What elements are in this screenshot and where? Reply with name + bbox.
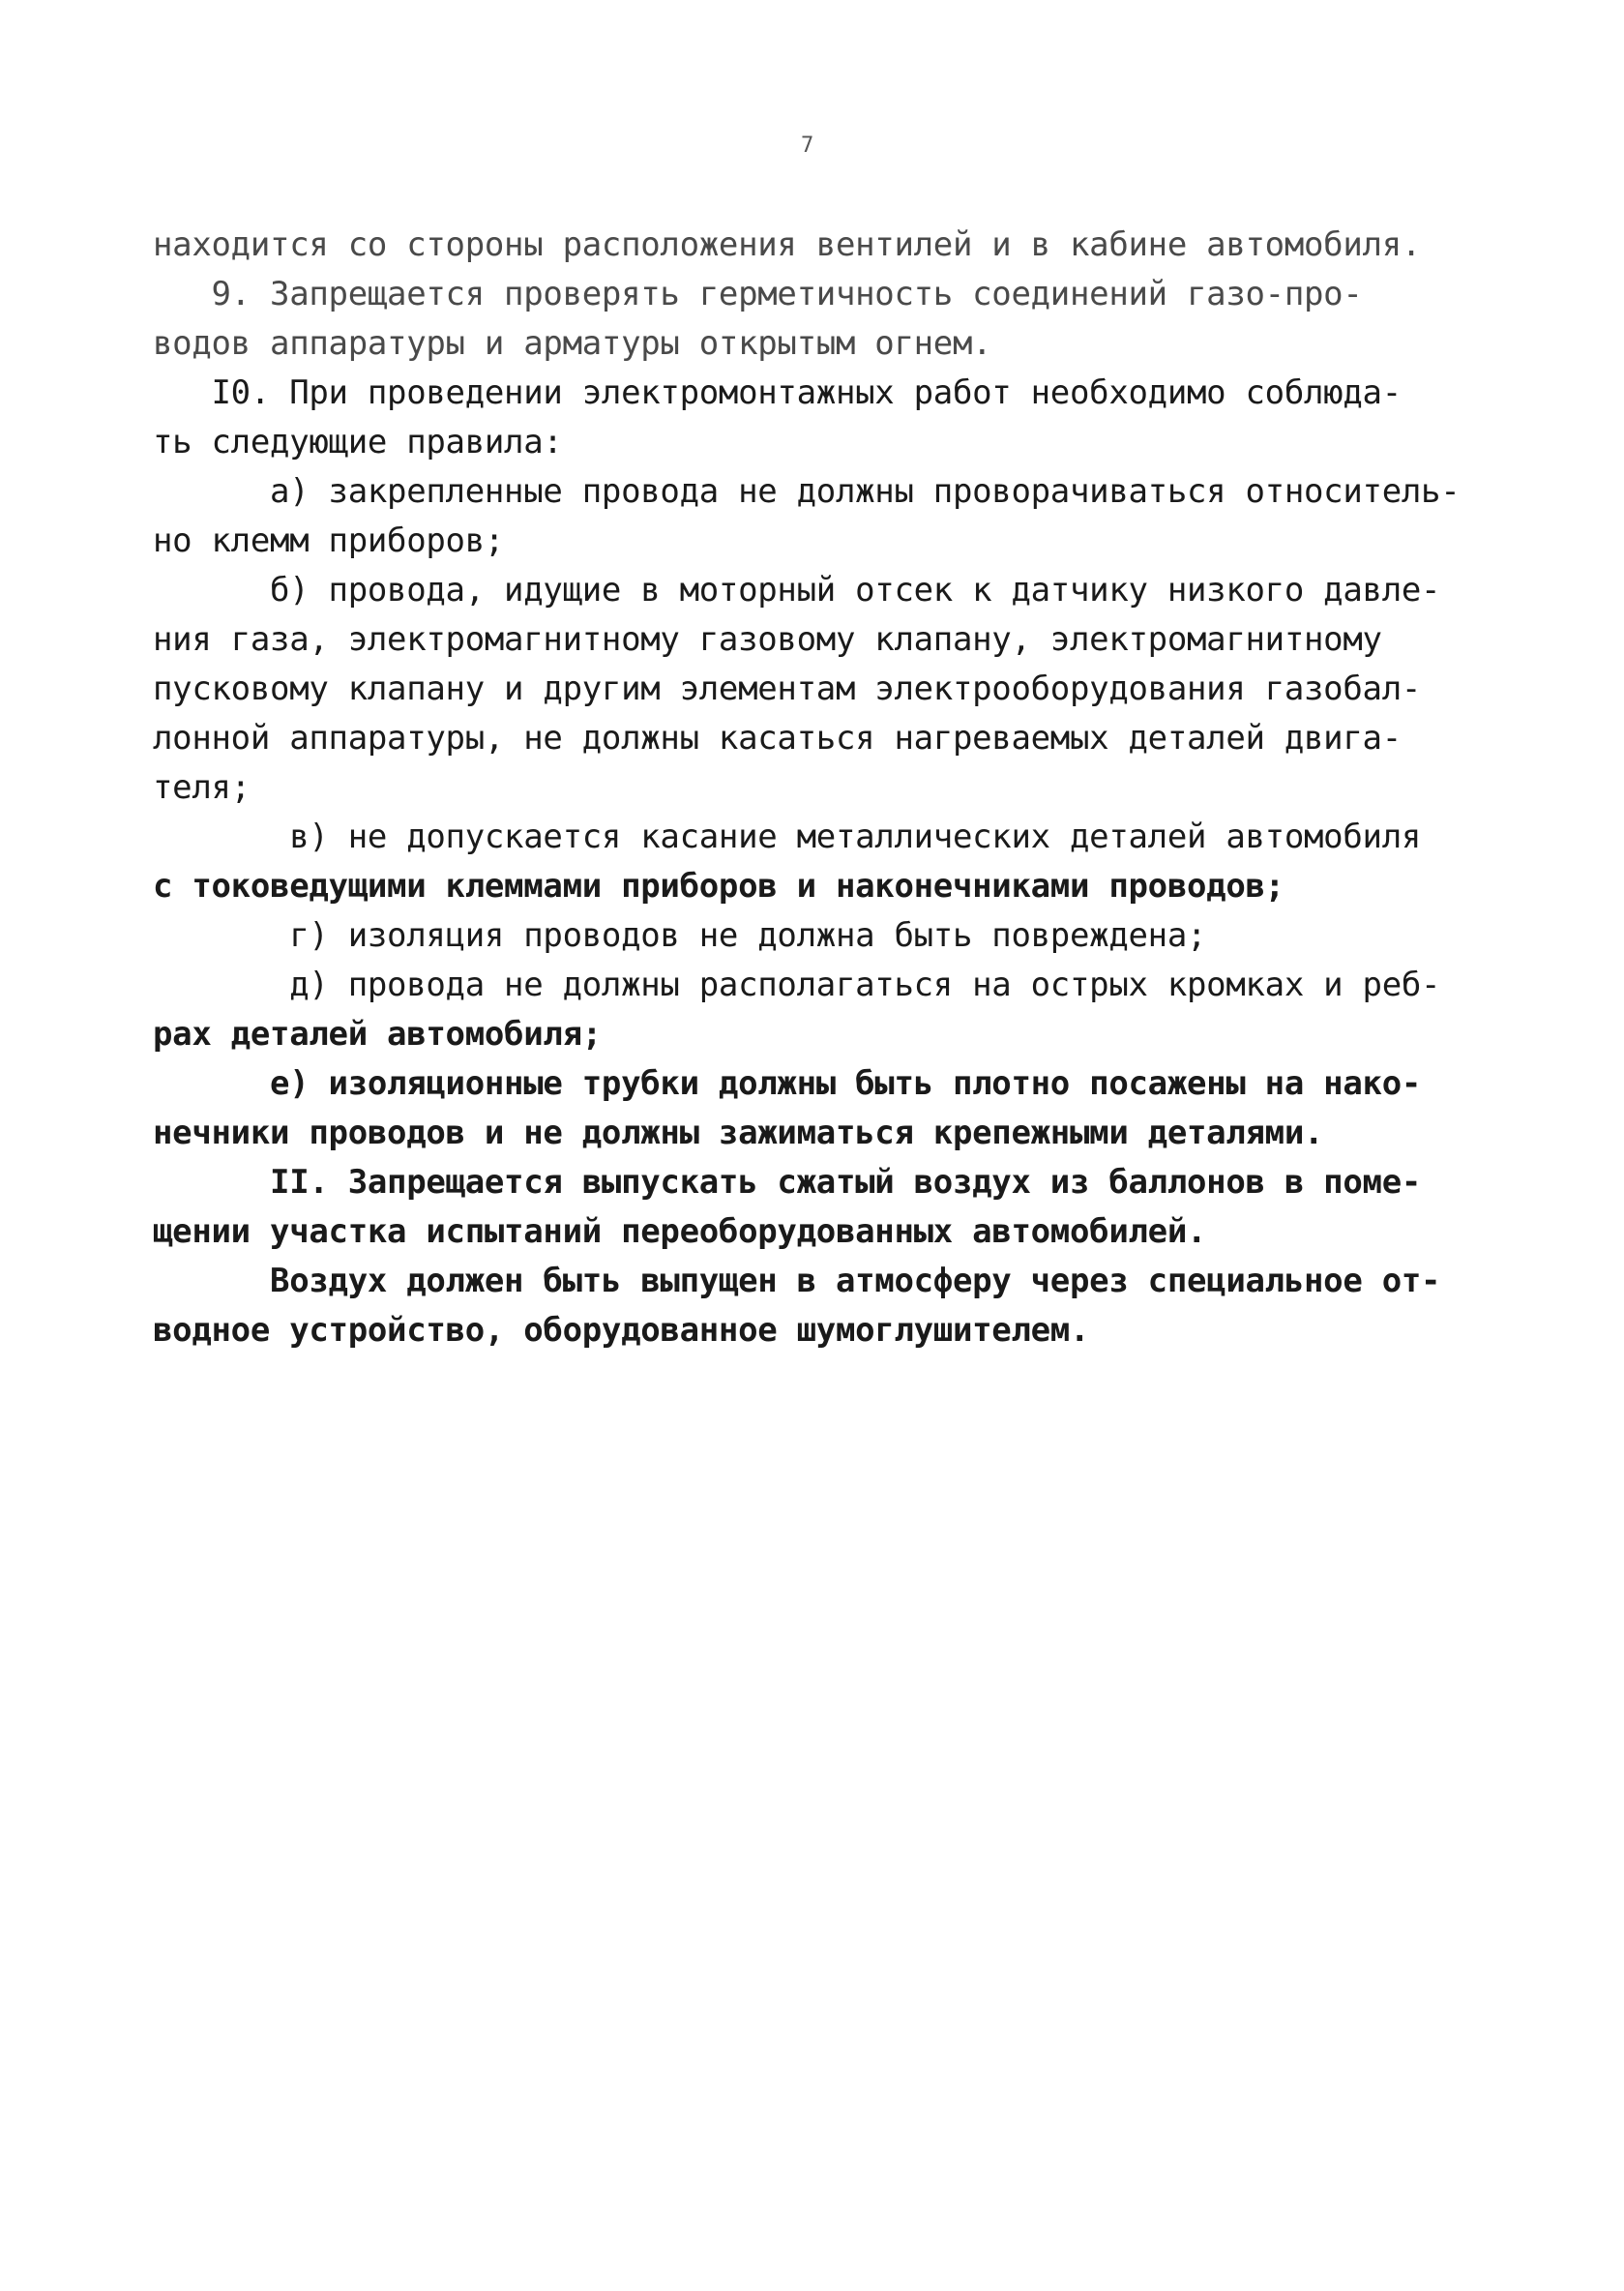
text-line: г) изоляция проводов не должна быть повреждена; bbox=[153, 916, 1207, 955]
text-line: находится со стороны расположения вентилей и в кабине автомобиля. bbox=[153, 225, 1422, 264]
text-line: а) закрепленные провода не должны проворачиваться относитель- bbox=[153, 472, 1461, 511]
text-line: пусковому клапану и другим элементам электрооборудования газобал- bbox=[153, 669, 1422, 708]
text-line: водное устройство, оборудованное шумоглушителем. bbox=[153, 1311, 1090, 1350]
text-line: нечники проводов и не должны зажиматься крепежными деталями. bbox=[153, 1114, 1324, 1152]
text-line: е) изоляционные трубки должны быть плотно посажены на нако- bbox=[153, 1064, 1422, 1103]
page-number: 7 bbox=[801, 134, 814, 158]
text-line: ния газа, электромагнитному газовому клапану, электромагнитному bbox=[153, 620, 1382, 659]
text-line: рах деталей автомобиля; bbox=[153, 1015, 602, 1054]
text-line: 9. Запрещается проверять герметичность соединений газо-про- bbox=[153, 275, 1363, 313]
text-line: ть следующие правила: bbox=[153, 423, 563, 461]
text-line: I0. При проведении электромонтажных работ необходимо соблюда- bbox=[153, 373, 1402, 412]
text-line: с токоведущими клеммами приборов и наконечниками проводов; bbox=[153, 867, 1284, 906]
text-line: но клемм приборов; bbox=[153, 521, 505, 560]
text-line: II. Запрещается выпускать сжатый воздух из баллонов в поме- bbox=[153, 1163, 1422, 1202]
text-line: д) провода не должны располагаться на острых кромках и реб- bbox=[153, 966, 1441, 1004]
text-line: теля; bbox=[153, 768, 251, 807]
text-line: в) не допускается касание металлических деталей автомобиля bbox=[153, 818, 1422, 856]
text-line: лонной аппаратуры, не должны касаться нагреваемых деталей двига- bbox=[153, 719, 1402, 758]
text-line: Воздух должен быть выпущен в атмосферу через специальное от- bbox=[153, 1262, 1441, 1300]
text-line: водов аппаратуры и арматуры открытым огнем. bbox=[153, 324, 992, 363]
text-line: б) провода, идущие в моторный отсек к датчику низкого давле- bbox=[153, 571, 1441, 610]
document-body bbox=[153, 221, 1488, 1355]
text-line: щении участка испытаний переоборудованных автомобилей. bbox=[153, 1212, 1207, 1251]
